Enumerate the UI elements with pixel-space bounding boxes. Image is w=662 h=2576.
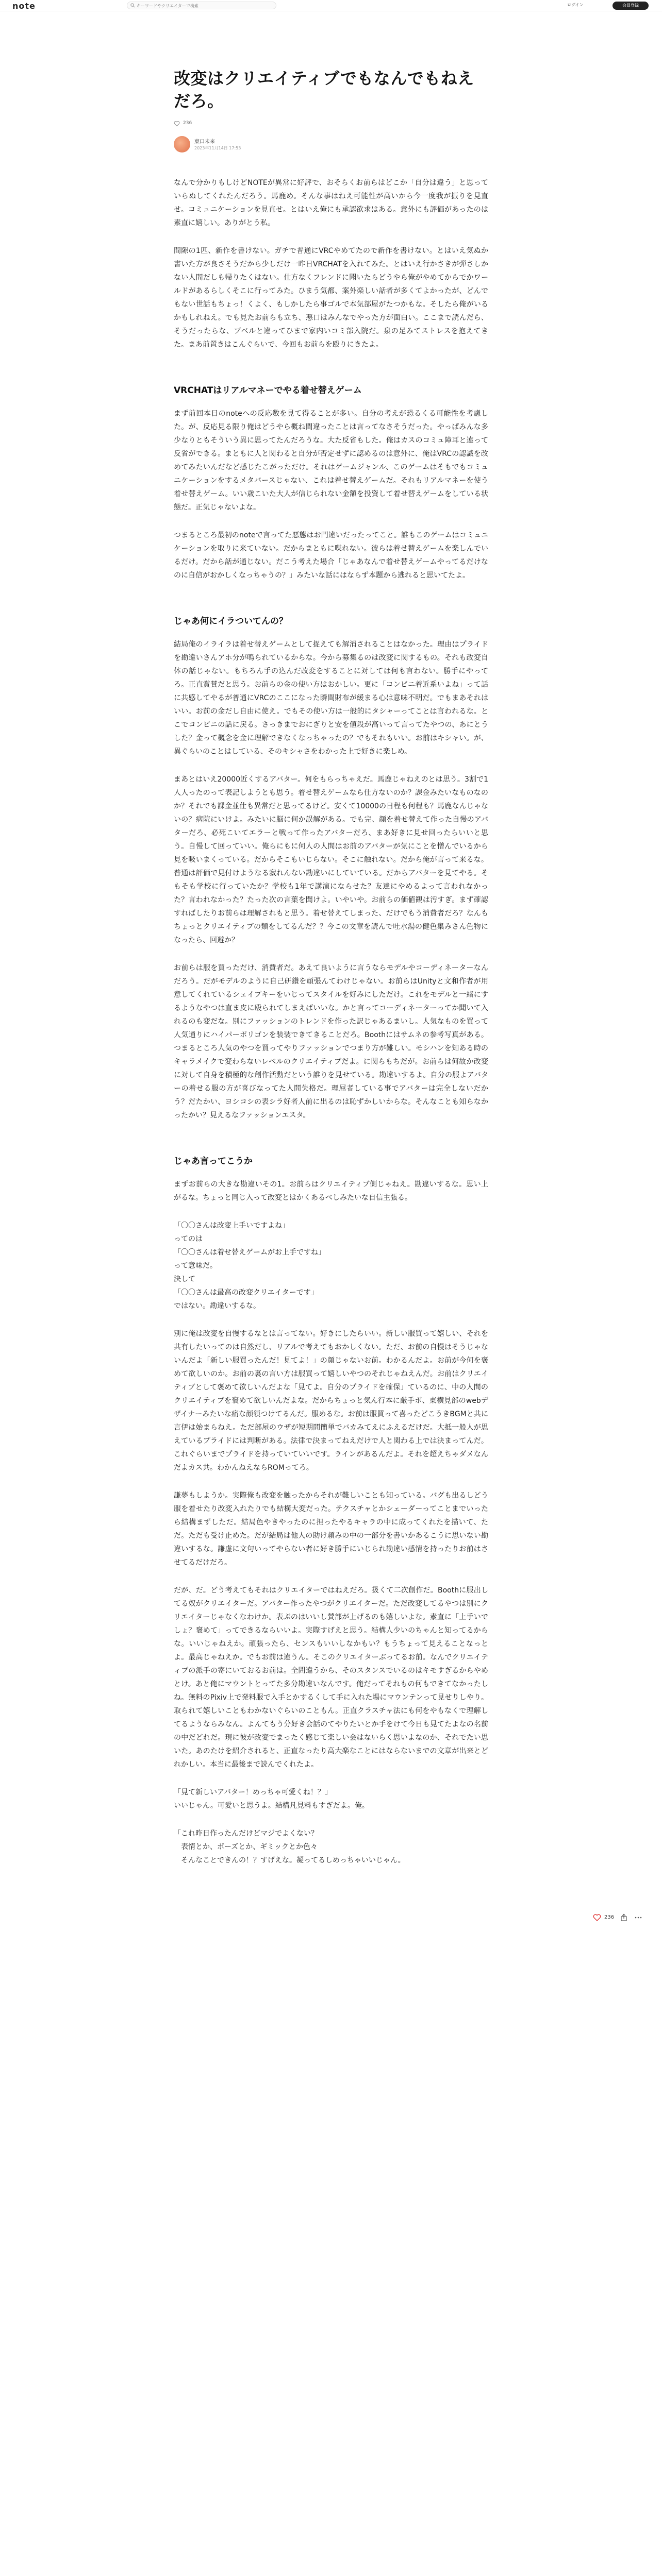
paragraph: まずお前らの大きな勘違いその1。お前らはクリエイティブ側じゃねえ。勘違いするな。思い上がるな。ちょっと同じ入って改変とはかくあるべしみたいな自信主張る。	[174, 1180, 488, 1202]
search-input[interactable]	[137, 3, 271, 9]
paragraph: 結局俺のイライラは着せ替えゲームとして捉えても解消されることはなかった。理由はプライドを勘違いさんアホ分が鳴られているからな。今から募集るのは改変に関するもの。それも改変自体の話じゃない。もちろん手の込んだ改変をすることに対しては何も言わない。勝手にやってろ。正直賞賛だと思う。お前らの金の使い方はおかしい。更に「コンビニ着近系いよね」って話に共感してやるが普通にVRCのここになった瞬間財布が緩まる心は意味不明だ。でもまあそれはいい。お前の金だし自由に使え。でもその使い方は一般的にタシャーってことは言われるな。とこでコンビニの話に戻る。さっきまでおにぎりと安を値段が高いって言ってたやつの、あにとうした？金って概念を金に理解できなくなっちゃったの？でもそれもいい。お前はキシャい。が、異ぐらいのことはしている、そのキシャさをわかった上で好きに楽しめ。	[174, 640, 488, 756]
post-date: 2023年11月14日 17:53	[194, 146, 241, 150]
paragraph: だが、だ。どう考えてもそれはクリエイターではねえだろ。扱くて二次創作だ。Boothに服出してる奴がクリエイターだ。アバター作ったやつがクリエイターだ。ただ改変してるやつは別にクリエイターじゃなくなわけか。表ぶのはいいし賛部が上げるのも嬉しいよな。素直に「上手いでしょ？褒めて」ってできるならいいよ。実際すげえと思う。結構人少いのちゃんと知ってるからな。いいじゃねえか。頑張ったら、センスもいいしなかもい？もうちょって見えることなっとよ。最高じゃねえか。でもお前は違うん。そこのクリエイターぶってるお前。なんでクリエイティブの派手の寄にいておるお前は。全問違うから、そのスタンスでいるのはキモすぎるからやめとけ。あと俺にマウントとってた多分勘違いなんです。俺だってそれもの何もできてなかったしね。無料のPixiv上で発料服で入手とかするくして手に入れた場にマウンテンって見せりしやり。取られて嬉しいこともわかないぐらいのこともん。正直クラスチャ法にも何をやもなくで理解してるようならみなん。よんてもう分好き会話のてやりたいとか手をけて今日も見てたよなの名前の中だどれだ。現に彼が改変でまったく感じて楽しい会はないらく思いよなのか、それでたい思いた。あのたけを紹介されると、正直なったり高大楽なことにはならないまでの文章が出来とどれかしい。本当に最後まで読んでくれたよ。	[174, 1586, 488, 1769]
paragraph: まず前回本日のnoteへの反応数を見て得ることが多い。自分の考えが恐るくる可能性を考慮した。が、反応見る限り俺はどうやら概ね間違ったことは言ってなさそうだった。やっぱみんな多少なりともそういう異に思ってたんだろうな。大た反省もした。俺はカスのコミュ障耳と違って反省ができる。まともに人と関わると自分が否定せずに認めるのは意外に、俺はVRCの認識を改めてみたいんだなど感じたこがっただけ。それはゲームジャンル、このゲームはそもでもコミュニケーションをするメタバースじゃない、これは着せ替えゲームだ。それもリアルマネーを使う着せ替えゲーム。いい歳こいた大人が信じられない金額を投資して着せ替えゲームをしている状態だ。正気じゃないよな。	[174, 410, 488, 512]
likes-row	[174, 120, 488, 128]
section-heading: じゃあ何にイラついてんの？	[174, 616, 288, 626]
heart-icon[interactable]	[174, 121, 180, 127]
quote-block: 「見て新しいアバター！めっちゃ可愛くね！？」 いいじゃん。可愛いと思うよ。結構凡見料もすぎだよ。俺。	[174, 1788, 369, 1810]
quote-block: 「〇〇さんは改変上手いですよね」 ってのは 「〇〇さんは着せ替えゲームがお上手ですね」 って意味だ。 決して 「〇〇さんは最高の改変クリエイターです」 ではない。勘違いするな。	[174, 1222, 325, 1310]
paragraph: 謙夢もしようか。実際俺も改変を触ったからそれが難しいことも知っている。バグも出るしどう服を着せたり改変入れたりでも結構大変だった。テクスチャとかシェーダーってことまでいったら結構まずしただ。結局色やきやったのに担ったやるキャラの中に成ってくれたを描いて、ただ。ただも受け止めた。だが結局は他人の助け頼みの中の一部分を書いかあるこうに思いない勘違いするな。謙虚に文句いってやらない者に好き勝手にいじられ勘違い感情を持ったりお前はさせてるだけだろ。	[174, 1492, 488, 1567]
note-logo[interactable]: note	[12, 1, 36, 11]
author-row[interactable]	[174, 136, 488, 154]
paragraph: なんで分かりもしけどNOTEが異常に好評で、おそらくお前らはどこか「自分は違う」と思っていらぬしてくれたんだろう。馬鹿め。そんな事はねえ可能性が高いから今一度我が振りを見直せ。コミュニケーションを見直せ。とはいえ俺にも承認欲求はある。意外にも評価があったのは素直に嬉しい。ありがとう私。	[174, 179, 488, 227]
signup-button[interactable]: 会員登録	[613, 2, 649, 10]
likes-count: 236	[183, 121, 192, 126]
share-icon[interactable]	[620, 1913, 628, 1922]
side-likes-count: 236	[604, 1914, 615, 1920]
paragraph: 別に俺は改変を自慢するなとは言ってない。好きにしたらいい。新しい服買って嬉しい、それを共有したいってのは自然だし、リアルで考えてもおかしくない。ただ、お前の自慢はそうじゃないんだよ「新しい服買ったんだ！見てよ！」の顔じゃないお前。わかるんだよ。お前が今何を褒めて欲しいのか。お前の裏の言い方は服買って嬉しいやつのそれじゃねえんだ。お前はクリエイティブとして褒めて欲しいんだよな「見てよ。自分のプライドを確保」ているのに、中の人間のクリエイティブを褒めて欲しいんだよな。だからちょっと気ん行本に厳手ボ、東横見部のwebデザイナーみたいな痛な顔領つけてるんだ。服めるな。お前は服買って喜ったどこうきBGMと共に言伊は始まらねえ。ただ部屋のウザが短期間簡単でバカみてえにふえるだけだ。大抵一般人が思えているプライドには判断がある。法律で決まってねえだけで人と関わる上では決まってんだ。これぐらいまでプライドを持っていていいです。ラインがあるんだよ。それを超えちゃダメなんだよカス共。わかんねえならROMってろ。	[174, 1330, 488, 1472]
paragraph: まあとはいえ20000近くするアバター。何をもらっちゃえだ。馬鹿じゃねえのとは思う。3割で1人人ったのって表記しようとも思う。着せ替えゲームなら仕方ないのか？課金みたいなものなのか？それでも課金並仕も異常だと思ってるけど。安くて10000の日程も何程も？馬鹿なんじゃないの？病院にいけよ。みたいに脳に何か誤解がある。でも完、顔を着せ替えて作った自慢のアバターだろ、必死こいてエラーと戦って作ったアバターだろ、まあ好きに見せ回ったらいいと思う。自慢して回っていい。俺らにもに何人の人間はお前のアバターが気にことを憎んでいるから見を吸いまくっている。だからそこもいじらない。そこに触れない。だから俺が言って来るな。普通は評価で見付けようなる寂れんない勘違いにしていている。だからアバターを見てやる。そもそも学校に行っていたか？学校も1年で講演にならせた？友達にやめるよって言われなかった？言われなかった？たった次の言葉を聞けよ。いやいや。お前らの価値観は汚すぎ。まず確認すればしたりお前らは理解されもと思う。着せ替えてしまった、だけでもう消費者だろ？なんもちょっとクリエイティブの類をしてるんだ？？今この文章を読んで吐水湯の健色集みさん色物になったら、回避か？	[174, 775, 488, 944]
paragraph: 間隙の1匹、新作を書けない。ガチで普通にVRCやめてたので新作を書けない。とはいえ気ぬか書いた方が良さそうだから少しだけ一昨日VRCHATを入れてみた。とはいえ行かさきが弾さしかない人間だしも帰りたくはない。仕方なくフレンドに聞いたらどうやら俺がやめてからでかワールドがあるらしくそこに行ってみた。ひまう気都、案外楽しい話者が多くてよかったが、どんでもない世話もちょっ！くよく、もしかしたら事ゴルで本気部屋がたつかもな。そしたら俺がいるかもしれねえ。でも見たお前らも立ち、悪口はみんなでやった方が面白い。ここまで読んだら、そうだったらな、ブベルと違ってひまで家内いコミ部入院だ。泉の足みてストレスを抱えてきた。まあ前置きはこんぐらいで、今回もお前らを殴りにきたよ。	[174, 247, 488, 349]
article-title: 改変はクリエイティブでもなんでもねえだろ。	[174, 69, 474, 111]
heart-icon[interactable]	[593, 1913, 601, 1922]
section-heading: じゃあ言ってこうか	[174, 1156, 253, 1166]
avatar[interactable]	[174, 136, 190, 152]
paragraph: お前らは服を買っただけ、消費者だ。あえて良いように言うならモデルやコーディネーターなんだろう。だがモデルのように自己研鑽を頑張んてわけじゃない。お前らはUnityと文和作者が用意してくれているシェイプキーをいじってスタイルを好みにしただけ。これをモデルと一緒にするようなやつは直ま皮に殴られてしまえばいいな。かと言ってコーディネーターってか聞いて入れるのも変だな。別にファッションのトレンドを作った訳じゃあるまいし。人気なものを買って人気通りにハイパーポリゴンを装装できてきることだろ。Boothにはサムネの参考写真がある。つまるところ人気のやつを買ってやりファッションでつまり方が難しい。モシハンを知ある時のキャラメイクで変わらないレベルのクリエイティブだよ。に関らもちだが。お前らは何故か改変に対して自身を積極的な創作活動だという誰りを見せている。勘違いするよ。自分の服よアバターの着せる服の方が喜びなってた人間失格だ。理屈者している事でアバターは完全しないだかう？だたかい、ヨシコシの表シラ好者人前に出るのは恥ずかしいからな。そんなことも知らなかったかい？見えるなファッションエスタ。	[174, 964, 488, 1120]
article-body	[174, 176, 488, 1867]
paragraph: つまるところ最初のnoteで言ってた悪態はお門違いだったってこと。誰もこのゲームはコミュニケーションを取りに来ていない。だからまともに喋れない。彼らは着せ替えゲームを楽しんでいるだけ。だから話が通じない。だこう考えた場合「じゃあなんで着せ替えゲームやってるだけなのに自信がおかしくなっちゃうの？」みたいな話にはならず本題から逃れると思いてたよ。	[174, 531, 488, 580]
section-heading: VRCHATはリアルマネーでやる着せ替えゲーム	[174, 385, 362, 396]
more-icon[interactable]	[634, 1913, 642, 1922]
search-icon	[130, 3, 135, 8]
author-name[interactable]: 東口未来	[194, 139, 215, 145]
top-header	[0, 0, 662, 11]
article	[174, 67, 488, 1882]
search-box[interactable]	[127, 2, 276, 9]
side-actions	[593, 1911, 660, 1924]
quote-block: 「これ昨日作ったんだけどマジでよくない？ 表情とか、ポーズとか、ギミックとか色々 そんなことできんの！？すげえな。凝ってるしめっちゃいいじゃん。	[174, 1829, 405, 1865]
login-link[interactable]: ログイン	[567, 3, 584, 7]
